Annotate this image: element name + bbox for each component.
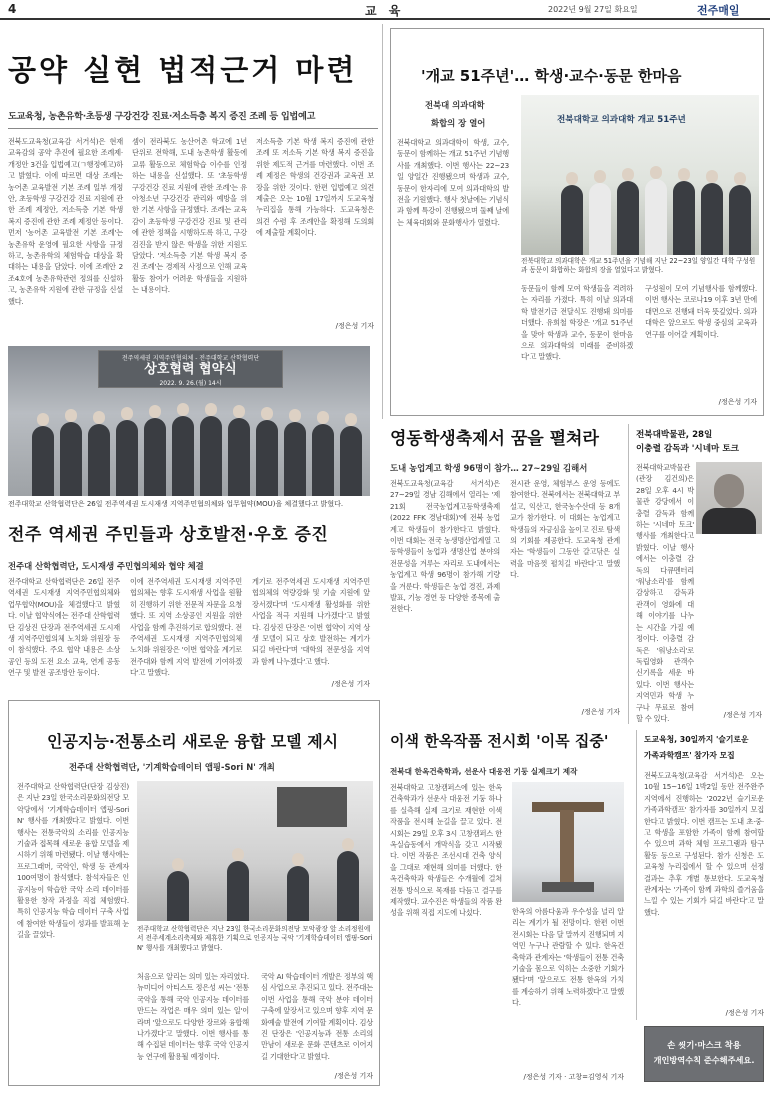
museum-body: 전북대학교박물관(관장 김건의)은 28일 오후 4시 박물관 강당에서 이충렬 감독과 함께하는 '시네마 토크' 행사를 개최한다고 밝혔다. 이날 행사에서는 이충렬 감독의 다큐멘터리 '워낭소리'를 함께 감상하고 감독과 관객이 영화에 대해 이야기를 나누는 시간을 가질 예정이다. 이충렬 감독은 '워낭소리'로 독립영화 관객수 신기록을 세운 바 있다. 이번 행사는 지역민과 학생 누구나 무료로 참여할 수 있다.	[636, 463, 694, 723]
person-figure	[32, 426, 54, 496]
anniv-article	[390, 28, 764, 416]
ai-byline: /정은성 기자	[334, 1072, 373, 1080]
anniv-subheadline-2: 화합의 장 열어	[431, 118, 486, 128]
wooden-base	[542, 882, 594, 892]
person-figure	[172, 416, 194, 496]
banner-line-1: 전주역세권 지역주민협의체 - 전주대학교 산학협력단	[121, 355, 260, 362]
portrait-body	[702, 508, 756, 534]
person-figure	[200, 416, 222, 496]
anniv-col-3: 구성원이 모여 기념행사를 함께했다. 이번 행사는 코로나19 이후 3년 만에 대면으로 진행돼 더욱 뜻깊었다. 의과대학은 앞으로도 학생 중심의 교육과 연구를 이어갈 계획이다.	[645, 284, 757, 339]
festival-byline: /정은성 기자	[581, 708, 620, 716]
section-title: 교 육	[365, 4, 405, 18]
column-divider	[382, 24, 383, 419]
festival-subheadline: 도내 농업계고 학생 96명이 참가… 27~29일 김해서	[390, 463, 588, 473]
person-figure	[284, 422, 306, 496]
divider	[8, 128, 378, 129]
person-figure	[88, 424, 110, 496]
camp-headline-1: 도교육청, 30일까지 '슬기로운	[644, 735, 749, 744]
exhibition-col-2: 한옥의 아름다움과 우수성을 널리 알리는 계기가 될 전망이다. 한편 이번 전시회는 다음 달 말까지 진행되며 지역민 누구나 관람할 수 있다. 한옥건축학과 관계자는 '학생들이 전통 건축 기술을 몸으로 익히는 소중한 기회가 됐다'며 '앞으로도 전통 한옥의 가치를 계승하기 위해 노력하겠다'고 말했다.	[512, 907, 624, 1008]
person-figure	[287, 866, 309, 921]
person-figure	[701, 183, 723, 255]
person-figure	[60, 422, 82, 496]
ai-col-1: 전주대학교 산학협력단(단장 김상진)은 지난 23일 한국소리문화의전당 모악당에서 '기계학습데이터 앱핑-Sori N' 행사를 개최했다고 밝혔다. 이번 행사는 전통국악의 소리를 인공지능 기술과 접목해 새로운 융합 모델을 제시하기 위해 마련됐다. 이날 행사에는 프로그래머, 국악인, 학생 등 관계자 100여명이 참석했다. 참석자들은 인공지능이 학습한 국악 소리 데이터를 활용한 창작 과정을 직접 체험했다. 특히 인공지능 학습 데이터 구축 사업에 참여한 학생들이 성과를 발표해 눈길을 끌었다.	[17, 782, 129, 940]
station-byline: /정은성 기자	[331, 680, 370, 688]
person-figure	[673, 181, 695, 255]
ai-col-3: 국악 AI 학습데이터 개발은 정부의 핵심 사업으로 추진되고 있다. 전주대는 이번 사업을 통해 국악 분야 데이터 구축에 앞장서고 있으며 향후 지역 문화예술 발전에 기여할 계획이다. 김상진 단장은 '인공지능과 전통 소리의 만남이 새로운 문화 콘텐츠로 이어지길 기대한다'고 밝혔다.	[261, 972, 373, 1061]
person-figure	[589, 183, 611, 255]
ai-caption: 전주대학교 산학협력단은 지난 23일 한국소리문화의전당 모악광장 앞 소리정원에서 전주세계소리축제와 제휴한 기획으로 인공지능 국악 '기계학습데이터 앱핑-Sori N' 행사를 개최했다고 밝혔다.	[137, 925, 373, 952]
festival-col-2: 전시관 운영, 체험부스 운영 등에도 참여한다. 전북에서는 전북대학교 부설고, 익산고, 한국농수산대 등 8개교가 참가한다. 이 대회는 농업계고 학생들의 자긍심을 높이고 진로 탐색의 기회를 제공한다. 도교육청 관계자는 '학생들이 그동안 갈고닦은 실력을 마음껏 펼치길 바란다'고 말했다.	[510, 479, 620, 580]
person-figure	[227, 861, 249, 921]
banner-line-2: 상호협력 협약식	[144, 362, 237, 377]
ai-article	[8, 700, 380, 1086]
ai-subheadline: 전주대 산학협력단, '기계학습데이터 앱핑-Sori N' 개최	[69, 762, 275, 772]
museum-headline-2: 이충렬 감독과 '시네마 토크	[636, 444, 739, 454]
festival-col-1: 전북도교육청(교육감 서거석)은 27~29일 경남 김해에서 열리는 '제21회 전국농업계고등학생축제(2022 FFK 경남대회)'에 전북 농업계고 학생들이 참가한다고 밝혔다. 이번 대회는 전국 농생명산업계열 고등학생들이 농업과 생명산업 분야의 전문성을 겨루는 자리로 도내에서는 농업계고 학생 96명이 참가해 기량을 겨룬다. 학생들은 농업 경진, 과제 발표, 기능 경연 등 다양한 종목에 출전한다.	[390, 479, 500, 614]
museum-headline-1: 전북대박물관, 28일	[636, 430, 713, 440]
ad-line-1: 손 씻기·마스크 착용	[667, 1040, 741, 1050]
pledge-col-1: 전북도교육청(교육감 서거석)은 현재 교육감의 공약 추진에 필요한 조례제·개정안 3건을 입법예고(ㄱ행정예고)하고 밝혔다. 이에 따르면 대상 조례는 농어촌 교육발전 기본 조례 일부 개정안, 초등학생 구강건강 진료 지원에 관한 조례 제정안, 저소득층 기본 학생 복지 증진에 관한 조례 제정안 등이다. 먼저 '농어촌 교육발전 기본 조례'는 농촌유학 운영에 필요한 사항을 규정하고, 농촌유학의 체험학습 대상을 확대하는 내용을 담았다. 이에 조례안 2조4호에 농촌유학관련 정의를 신설하고, 농촌유학 지원에 관한 규정을 신설했다.	[8, 137, 123, 306]
station-col-3: 게기로 전주역세권 도시재생 지역주민협의체의 역량강화 및 기술 지원에 앞장서겠다'며 '도시재생 활성화를 위한 사업을 적극 지원해 나가겠다'고 밝혔다. 김상진 단장은 '이번 협약이 지역 상생 모델이 되고 상호 발전하는 계기가 되길 바란다'며 '대학의 전문성을 지역과 함께 나누겠다'고 했다.	[252, 577, 370, 666]
person-figure	[617, 181, 639, 255]
person-figure	[256, 420, 278, 496]
person-figure	[167, 871, 189, 921]
pledge-subheadline: 도교육청, 농촌유학·초등생 구강건강 진료·저소득층 복지 증진 조례 등 입법예고	[8, 111, 316, 122]
pledge-byline: /정은성 기자	[335, 322, 374, 330]
issue-date: 2022년 9월 27일 화요일	[548, 5, 638, 14]
exhibition-subheadline: 전북대 한옥건축학과, 선운사 대웅전 기둥 실제크기 제작	[390, 767, 578, 776]
pledge-headline: 공약 실현 법적근거 마련	[8, 53, 358, 87]
ai-event-photo	[137, 781, 373, 921]
mou-caption: 전주대학교 산학협력단은 26일 전주역세권 도시재생 지역주민협의체와 업무협약(MOU)을 체결했다고 밝혔다.	[8, 500, 344, 508]
camp-byline: /정은성 기자	[725, 1009, 764, 1017]
exhibition-byline: /정은성 기자 · 고창=김영식 기자	[523, 1073, 624, 1081]
portrait-head	[714, 474, 744, 508]
banner-line-3: 2022. 9. 26.(월) 14시	[159, 380, 222, 387]
exhibition-article	[390, 726, 630, 1086]
ai-col-2: 처음으로 알리는 의미 있는 자리였다. 뉴미디어 아티스트 정은성 씨는 '전통 국악을 통해 국악 인공지능 데이터를 만드는 작업은 매우 의미 있는 일'이라며 '앞으로도 다양한 장르와 융합해 나가겠다'고 말했다. 이번 행사를 통해 수집된 데이터는 향후 국악 인공지능 연구에 활용될 예정이다.	[137, 972, 249, 1061]
anniv-banner: 전북대학교 의과대학 개교 51주년	[557, 115, 686, 125]
column-divider	[636, 730, 637, 1020]
museum-byline: /정은성 기자	[723, 711, 762, 719]
pledge-col-2: 셈이 전라북도 농산어촌 학교에 1년 단위로 전학해, 도내 농촌학생 활동에 교류 활동으로 체험학습 이수를 인정하는 내용을 신설했다. 또 '초등학생 구강건강 진료 지원에 관한 조례'는 유아청소년 구강건강 관리와 예방을 위한 기본 사항을 규정했다. 조례는 교육감이 초등학생 구강건강 진료 및 관리에 관한 정책을 시행하도록 하고, 구강검진을 받지 않은 학생을 위한 지원도 담았다. '저소득층 기본 학생 복지 증진 조례'는 경제적 사정으로 인해 교육활동 참여가 어려운 학생들을 지원하는 내용이다.	[132, 137, 247, 295]
exhibition-headline: 이색 한옥작품 전시회 '이목 집중'	[390, 732, 609, 750]
person-figure	[228, 418, 250, 496]
pledge-article	[8, 28, 378, 338]
camp-article	[644, 730, 764, 1020]
anniv-subheadline-1: 전북대 의과대학	[425, 100, 485, 110]
paper-name: 전주매일	[697, 4, 740, 17]
person-figure	[144, 418, 166, 496]
person-figure	[645, 179, 667, 255]
mou-photo	[8, 346, 370, 496]
exhibition-col-1: 전북대학교 고창캠퍼스에 있는 한옥건축학과가 선운사 대웅전 기둥 하나를 실측해 실제 크기로 재현한 이색 작품을 전시해 눈길을 끌고 있다. 전시회는 29일 오후 3시 고창캠퍼스 한옥실습동에서 개막식을 갖고 시작됐다. 이번 작품은 조선시대 건축 양식을 그대로 재현해 의미를 더했다. 한옥건축학과 학생들은 수개월에 걸쳐 전통 방식으로 목재를 다듬고 결구를 제작했다. 교수진은 학생들의 작품 완성을 위해 직접 지도에 나섰다.	[390, 783, 502, 918]
ai-headline: 인공지능·전통소리 새로운 융합 모델 제시	[47, 732, 339, 751]
person-figure	[116, 420, 138, 496]
station-subheadline: 전주대 산학협력단, 도시재생 주민협의체와 협약 체결	[8, 561, 204, 571]
pledge-col-3: 저소득층 기본 학생 복지 증진에 관한 조례 또 저소득 기본 학생 복지 증진을 위한 제도적 근거를 마련했다. 이번 조례 제정은 학생의 건강권과 교육권 보장을 위한 것이다. 한편 입법예고 의견 제출은 오는 10월 17일까지 도교육청 누리집을 통해 가능하다. 도교육청은 의견 수렴 후 조례안을 확정해 도의회에 제출할 계획이다.	[256, 137, 374, 238]
ad-line-2: 개인방역수칙 준수해주세요.	[653, 1055, 755, 1065]
person-figure	[340, 426, 362, 496]
anniv-byline: /정은성 기자	[718, 398, 757, 406]
station-article	[8, 516, 370, 696]
exhibition-photo	[512, 782, 624, 902]
festival-headline: 영동학생축제서 꿈을 펼쳐라	[390, 429, 599, 449]
masthead	[0, 0, 770, 20]
museum-article	[636, 424, 764, 724]
anniv-photo-caption: 전북대학교 의과대학은 개교 51주년을 기념해 지난 22~23일 양일간 대학 구성원과 동문이 화합하는 화합의 장을 열었다고 밝혔다.	[521, 257, 756, 275]
station-col-1: 전주대학교 산학협력단은 26일 전주역세권 도시재생 지역주민협의체와 업무협약(MOU)을 체결했다고 밝혔다. 이날 협약식에는 전주대 산학협력단 김상진 단장과 전주역세권 도시재생 지역주민협의체 노치화 위원장 등이 참석했다. 주요 협약 내용은 소상공인 등의 도전 요소 교육, 연계 공동연구 및 발전 공조방안 등이다.	[8, 577, 120, 678]
person-figure	[561, 185, 583, 255]
anniv-col-1: 전북대학교 의과대학이 학생, 교수, 동문이 함께하는 개교 51주년 기념행사를 개최했다. 이번 행사는 22~23일 양일간 진행됐으며 학생과 교수, 동문이 한자리에 모여 의과대학의 발전을 기원했다. 행사 첫날에는 기념식과 함께 특강이 진행됐으며 둘째 날에는 체육대회와 문화행사가 열렸다.	[397, 138, 509, 227]
page-number: 4	[8, 2, 17, 16]
mou-banner	[98, 350, 283, 388]
column-divider	[628, 424, 629, 724]
museum-body-cont	[636, 538, 762, 708]
festival-article	[390, 420, 622, 720]
director-portrait	[696, 462, 762, 534]
station-headline: 전주 역세권 주민들과 상호발전·우호 증진	[8, 525, 329, 545]
station-col-2: 이에 전주역세권 도시재생 지역주민협의체는 향후 도시재생 사업을 원활히 진행하기 위한 전문적 자문을 요청했다. 또 지역 소상공인 지원을 위한 사업을 함께 추진하기로 합의했다. 전주역세권 도시재생 지역주민협의체 노치화 위원장은 '이번 협약을 계기로 전주대와 함께 지역 발전에 기여하겠다'고 말했다.	[130, 577, 242, 678]
health-notice-ad	[644, 1026, 764, 1082]
person-figure	[337, 851, 359, 921]
anniv-headline: '개교 51주년'… 학생·교수·동문 한마음	[421, 67, 682, 85]
person-figure	[312, 424, 334, 496]
screen-shape	[277, 787, 347, 827]
wooden-pillar	[560, 810, 574, 890]
person-figure	[729, 185, 751, 255]
camp-headline-2: 가족과학캠프' 참가자 모집	[644, 751, 735, 760]
camp-body: 전북도교육청(교육감 서거석)은 오는 10월 15~16일 1박2일 동안 전주완주지역에서 진행하는 '2022년 슬기로운 가족과학캠프' 참가자를 30일까지 모집한다고 밝혔다. 이번 캠프는 도내 초·중·고 학생을 포함한 가족이 함께 참여할 수 있으며 과학 체험 프로그램과 탐구 활동 등으로 구성된다. 참가 신청은 도교육청 누리집에서 할 수 있으며 선정 결과는 추후 개별 통보한다. 도교육청 관계자는 '가족이 함께 과학의 즐거움을 느낄 수 있는 기회가 되길 바란다'고 말했다.	[644, 771, 764, 917]
anniv-photo	[521, 95, 759, 255]
anniv-col-2: 동문들이 함께 모여 학생들을 격려하는 자리를 가졌다. 특히 이날 의과대학 발전기금 전달식도 진행돼 의미를 더했다. 유희철 학장은 '개교 51주년을 맞아 학생과 교수, 동문이 한마음으로 의과대학의 미래를 준비하겠다'고 말했다.	[521, 284, 633, 362]
